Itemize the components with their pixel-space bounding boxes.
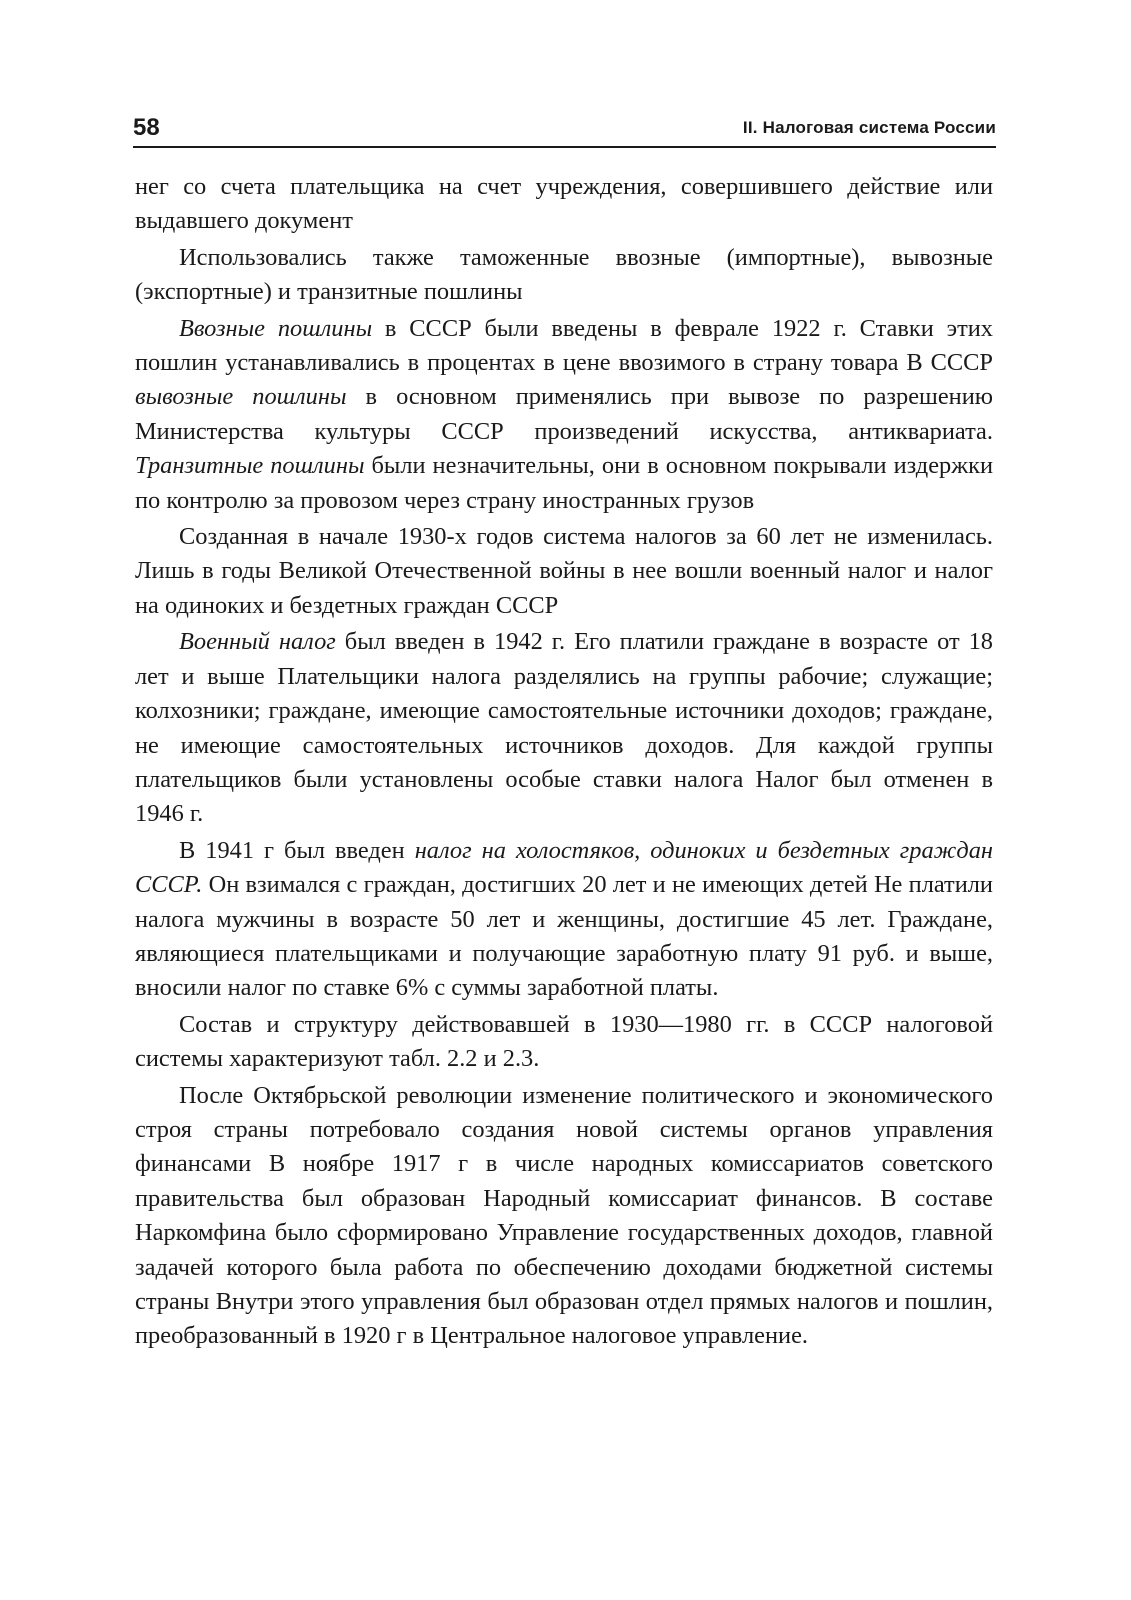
paragraph: [135, 834, 993, 1006]
paragraph: [135, 520, 993, 623]
italic-term: вывозные пошлины: [135, 383, 347, 411]
page-body: [135, 170, 993, 1356]
paragraph: [135, 1008, 993, 1077]
paragraph: [135, 170, 993, 239]
italic-term: Военный налог: [179, 628, 336, 656]
running-title: II. Налоговая система России: [742, 118, 996, 137]
paragraph: [135, 1079, 993, 1354]
page-number: 58: [133, 114, 160, 141]
text-run: Он взимался с граждан, достигших 20 лет и не имеющих детей Не платили налога мужчины в возрасте 50 лет и женщины, достигшие 45 лет. Граждане, являющиеся плательщиками и получающие заработную плату 91 руб. и выше, вносили налог по ставке 6% с суммы заработной платы.: [135, 871, 993, 1002]
text-run: был введен в 1942 г. Его платили граждане в возрасте от 18 лет и выше Плательщики налога разделялись на группы рабочие; служащие; колхозники; граждане, имеющие самостоятельные источники доходов; граждане, не имеющие самостоятельных источников доходов. Для каждой группы плательщиков были установлены особые ставки налога Налог был отменен в 1946 г.: [135, 628, 994, 828]
text-run: нег со счета плательщика на счет учреждения, совершившего действие или выдавшего документ: [135, 173, 993, 235]
paragraph: [135, 625, 993, 831]
text-run: были незначительны, они в основном покрывали издержки по контролю за провозом через страну иностранных грузов: [135, 452, 993, 514]
italic-term: Ввозные пошлины: [179, 314, 373, 342]
text-run: Состав и структуру действовавшей в 1930—1980 гг. в СССР налоговой системы характеризуют табл. 2.2 и 2.3.: [135, 1010, 993, 1073]
text-run: Созданная в начале 1930-х годов система налогов за 60 лет не изменилась. Лишь в годы Великой Отечественной войны в нее вошли военный налог и налог на одиноких и бездетных граждан СССР: [135, 523, 993, 619]
italic-term: Транзитные пошлины: [135, 452, 365, 480]
text-run: После Октябрьской революции изменение политического и экономического строя страны потребовало создания новой системы органов управления финансами В ноябре 1917 г в числе народных комиссариатов советского правительства был образован Народный комиссариат финансов. В составе Наркомфина было сформировано Управление государственных доходов, главной задачей которого была работа по обеспечению доходами бюджетной системы страны Внутри этого управления был образован отдел прямых налогов и пошлин, преобразованный в 1920 г в Центральное налоговое управление.: [135, 1081, 993, 1350]
text-run: Использовались также таможенные ввозные (импортные), вывозные (экспортные) и транзитные пошлины: [135, 243, 993, 306]
italic-term: налог на холостяков, одиноких и бездетных граждан СССР.: [135, 836, 993, 899]
paragraph: [135, 241, 993, 310]
text-run: в СССР были введены в феврале 1922 г. Ставки этих пошлин устанавливались в процентах в цене ввозимого в страну товара В СССР: [135, 314, 993, 377]
text-run: в основном применялись при вывозе по разрешению Министерства культуры СССР произведений искусства, антиквариата.: [135, 383, 993, 445]
paragraph: [135, 312, 993, 518]
page-header: [133, 112, 996, 148]
text-run: В 1941 г был введен: [179, 836, 415, 864]
